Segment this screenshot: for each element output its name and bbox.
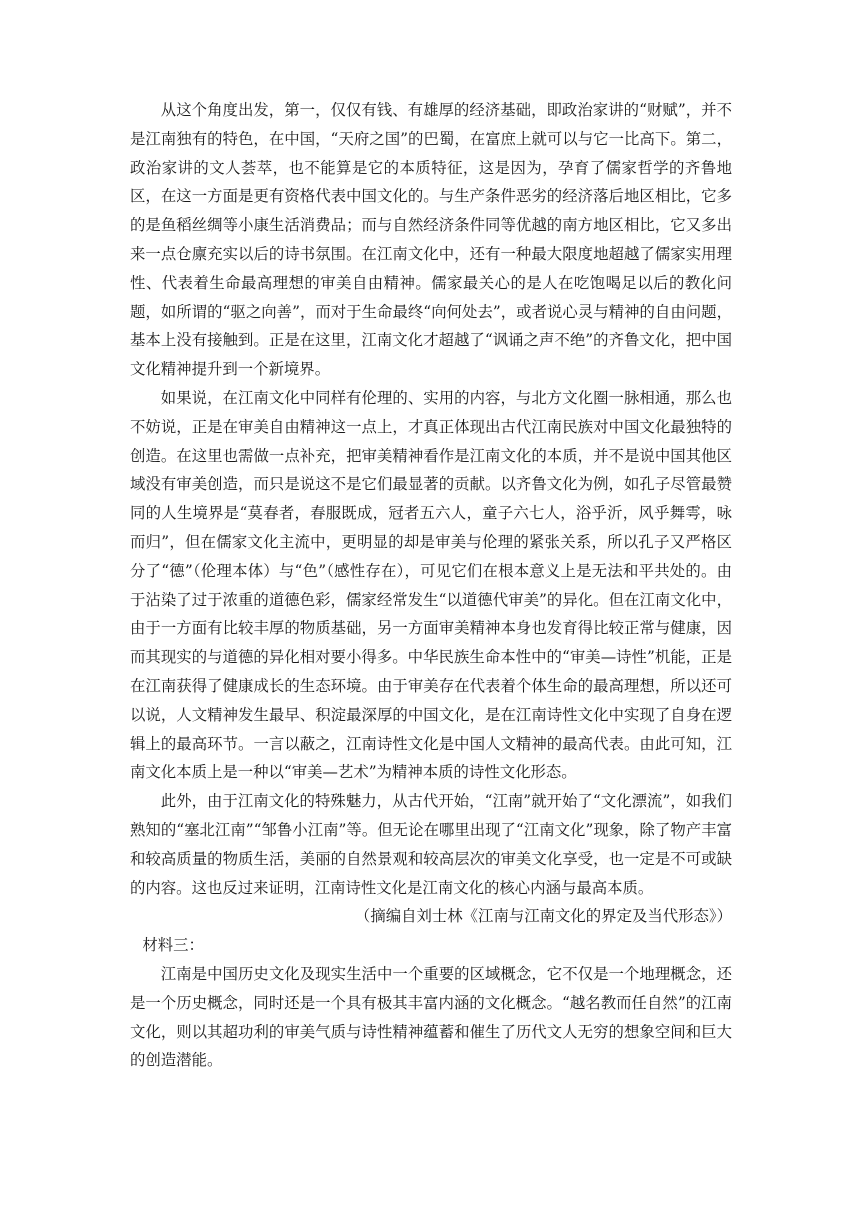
paragraph-2: 如果说，在江南文化中同样有伦理的、实用的内容，与北方文化圈一脉相通，那么也不妨说，正是在审美自由精神这一点上，才真正体现出古代江南民族对中国文化最独特的创造。在这里也需做一点补充，把审美精神看作是江南文化的本质，并不是说中国其他区域没有审美创造，而只是说这不是它们最显著的贡献。以齐鲁文化为例，如孔子尽管最赞同的人生境界是“莫春者，春服既成，冠者五六人，童子六七人，浴乎沂，风乎舞雩，咏而归”，但在儒家文化主流中，更明显的却是审美与伦理的紧张关系，所以孔子又严格区分了“德”（伦理本体）与“色”（感性存在），可见它们在根本意义上是无法和平共处的。由于沾染了过于浓重的道德色彩，儒家经常发生“以道德代审美”的异化。但在江南文化中，由于一方面有比较丰厚的物质基础，另一方面审美精神本身也发育得比较正常与健康，因而其现实的与道德的异化相对要小得多。中华民族生命本性中的“审美—诗性”机能，正是在江南获得了健康成长的生态环境。由于审美存在代表着个体生命的最高理想，所以还可以说，人文精神发生最早、积淀最深厚的中国文化，是在江南诗性文化中实现了自身在逻辑上的最高环节。一言以蔽之，江南诗性文化是中国人文精神的最高代表。由此可知，江南文化本质上是一种以“审美—艺术”为精神本质的诗性文化形态。: [130, 388, 732, 782]
paragraph-1: 从这个角度出发，第一，仅仅有钱、有雄厚的经济基础，即政治家讲的“财赋”，并不是江南独有的特色，在中国，“天府之国”的巴蜀，在富庶上就可以与它一比高下。第二，政治家讲的文人荟萃，也不能算是它的本质特征，这是因为，孕育了儒家哲学的齐鲁地区，在这一方面是更有资格代表中国文化的。与生产条件恶劣的经济落后地区相比，它多的是鱼稻丝绸等小康生活消费品；而与自然经济条件同等优越的南方地区相比，它又多出来一点仓廪充实以后的诗书氛围。在江南文化中，还有一种最大限度地超越了儒家实用理性、代表着生命最高理想的审美自由精神。儒家最关心的是人在吃饱喝足以后的教化问题，如所谓的“驱之向善”，而对于生命最终“向何处去”，或者说心灵与精神的自由问题，基本上没有接触到。正是在这里，江南文化才超越了“讽诵之声不绝”的齐鲁文化，把中国文化精神提升到一个新境界。: [130, 101, 732, 379]
paragraph-3: 此外，由于江南文化的特殊魅力，从古代开始，“江南”就开始了“文化漂流”，如我们熟知的“塞北江南”“邹鲁小江南”等。但无论在哪里出现了“江南文化”现象，除了物产丰富和较高质量的物质生活，美丽的自然景观和较高层次的审美文化享受，也一定是不可或缺的内容。这也反过来证明，江南诗性文化是江南文化的核心内涵与最高本质。: [130, 792, 732, 897]
document-page: [130, 96, 732, 1075]
material-paragraph: 江南是中国历史文化及现实生活中一个重要的区域概念，它不仅是一个地理概念，还是一个历史概念，同时还是一个具有极其丰富内涵的文化概念。“越名教而任自然”的江南文化，则以其超功利的审美气质与诗性精神蕴蓄和催生了历代文人无穷的想象空间和巨大的创造潜能。: [130, 964, 732, 1070]
material-heading: 材料三：: [142, 936, 204, 955]
source-citation: （摘编自刘士林《江南与江南文化的界定及当代形态》）: [354, 907, 732, 926]
